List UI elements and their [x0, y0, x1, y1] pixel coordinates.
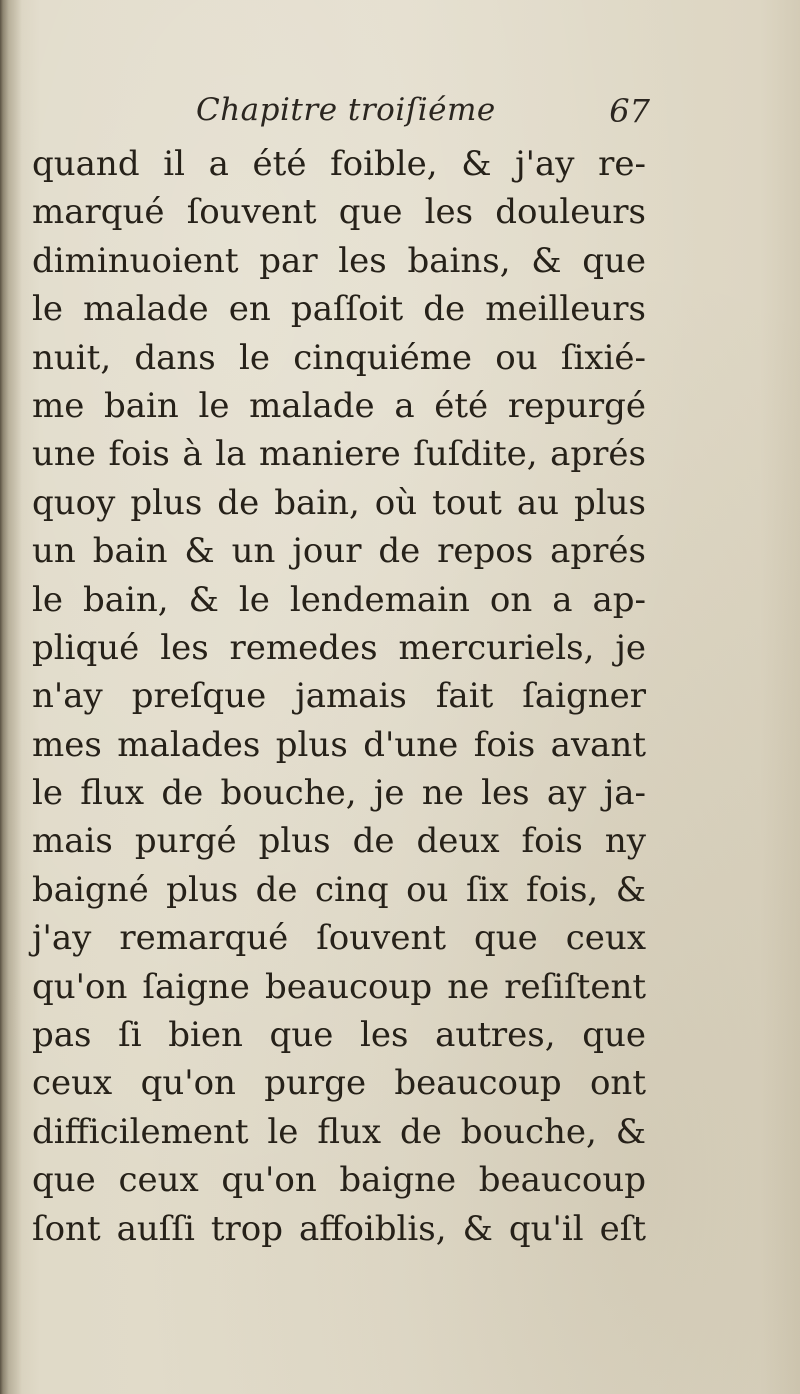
text-line: difficilement le flux de bouche, & [32, 1111, 646, 1152]
text-line: pas ſi bien que les autres, que [32, 1015, 646, 1056]
text-line: que ceux qu'on baigne beaucoup [32, 1160, 646, 1201]
text-line: quoy plus de bain, où tout au plus [32, 482, 646, 523]
text-line: le bain, & le lendemain on a ap- [32, 579, 646, 620]
text-line: me bain le malade a été repurgé [32, 385, 646, 426]
text-line: diminuoient par les bains, & que [32, 240, 646, 281]
text-line: un bain & un jour de repos aprés [32, 531, 646, 572]
text-line: n'ay preſque jamais fait ſaigner [32, 676, 646, 717]
text-line: le flux de bouche, je ne les ay ja- [32, 773, 646, 814]
text-line: nuit, dans le cinquiéme ou ſixié- [32, 337, 646, 378]
text-line: mais purgé plus de deux fois ny [32, 821, 646, 862]
text-line: baigné plus de cinq ou ſix fois, & [32, 869, 646, 910]
running-head [36, 92, 656, 144]
text-line: ceux qu'on purge beaucoup ont [32, 1063, 646, 1104]
text-line: pliqué les remedes mercuriels, je [32, 627, 646, 668]
text-line: qu'on ſaigne beaucoup ne reſiſtent [32, 966, 646, 1007]
text-line: une fois à la maniere ſuſdite, aprés [32, 434, 646, 475]
running-title: Chapitre troiſiéme [196, 92, 496, 128]
binding-gutter [0, 0, 22, 1394]
text-line: j'ay remarqué ſouvent que ceux [32, 918, 646, 959]
text-line: mes malades plus d'une fois avant [32, 724, 646, 765]
page-number: 67 [609, 92, 650, 130]
text-line: le malade en paſſoit de meilleurs [32, 289, 646, 330]
text-line: marqué ſouvent que les douleurs [32, 192, 646, 233]
body-text [32, 140, 646, 1253]
text-line: ſont auſſi trop affoiblis, & qu'il eſt [32, 1208, 646, 1249]
text-line: quand il a été foible, & j'ay re- [32, 144, 646, 184]
